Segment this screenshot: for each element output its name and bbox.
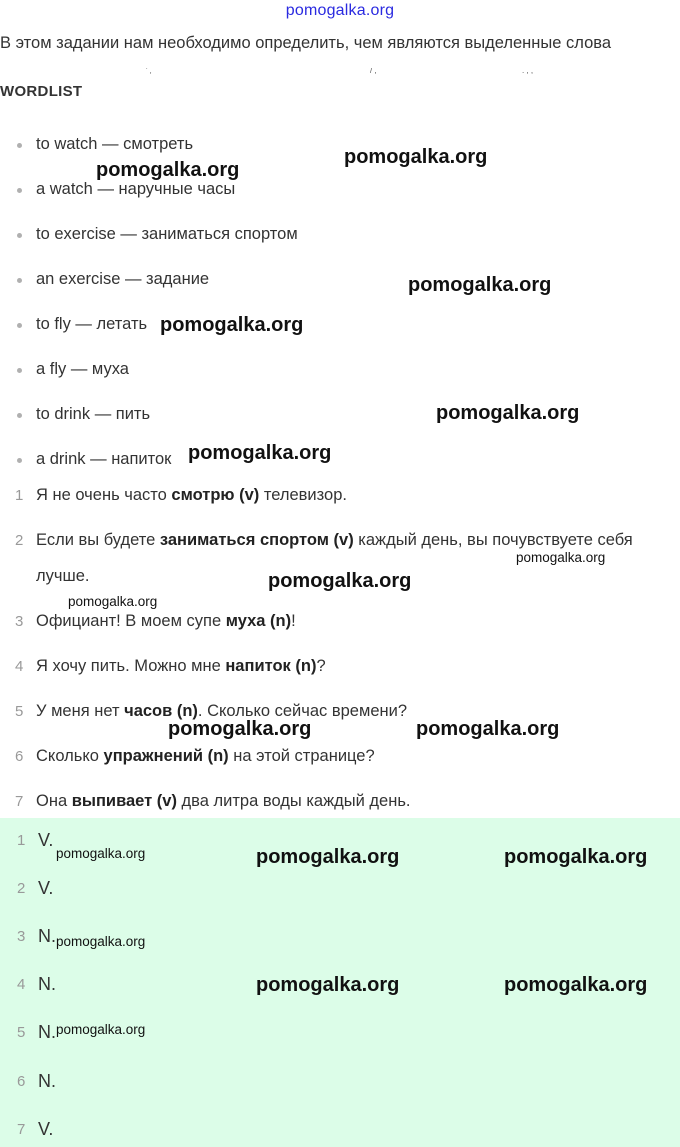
wordlist-entry: a drink — напиток [36, 450, 172, 468]
answer-value: V. [38, 830, 54, 850]
watermark: pomogalka.org [56, 1022, 146, 1037]
bullet-icon [17, 413, 22, 418]
watermark: pomogalka.org [188, 442, 332, 464]
answer-value: N. [38, 1022, 56, 1042]
watermark: pomogalka.org [516, 550, 606, 565]
answer-number: 7 [17, 1121, 26, 1138]
highlighted-word: напиток (n) [225, 657, 317, 675]
watermark: pomogalka.org [96, 159, 240, 181]
sentence-text: Официант! В моем супе [36, 612, 226, 630]
watermark: pomogalka.org [56, 934, 146, 949]
sentence-text: Сколько [36, 747, 104, 765]
answer-value: N. [38, 1071, 56, 1091]
wordlist-entry: to watch — смотреть [36, 135, 194, 153]
sentence-text: . Сколько сейчас времени? [197, 702, 408, 720]
sentence-number: 4 [15, 658, 24, 675]
wordlist-entry: an exercise — задание [36, 270, 210, 288]
answer-number: 1 [17, 832, 26, 849]
sentence-text: каждый день, вы почувствуете себя лучше. [36, 531, 633, 585]
watermark: pomogalka.org [56, 846, 146, 861]
bullet-icon [17, 323, 22, 328]
watermark: pomogalka.org [268, 570, 412, 592]
answer-value: N. [38, 974, 56, 994]
sentence-number: 7 [15, 793, 24, 810]
watermark: pomogalka.org [256, 974, 400, 996]
bullet-icon [17, 368, 22, 373]
sentence-text: Я не очень часто [36, 486, 172, 504]
watermark: pomogalka.org [416, 718, 560, 740]
watermark: pomogalka.org [504, 974, 648, 996]
watermark: pomogalka.org [68, 594, 158, 609]
answer-row [0, 1069, 200, 1099]
sentence-number: 2 [15, 532, 24, 549]
site-header[interactable]: pomogalka.org [285, 2, 395, 19]
bullet-icon [17, 143, 22, 148]
sentence-text: Если вы будете [36, 531, 160, 549]
watermark: pomogalka.org [160, 314, 304, 336]
list-item [0, 214, 600, 258]
watermark: pomogalka.org [436, 402, 580, 424]
intro-text: В этом задании нам необходимо определить, чем являются выделенные слова [0, 34, 611, 52]
answer-number: 6 [17, 1073, 26, 1090]
sentence-text: ! [291, 612, 296, 630]
highlighted-word: смотрю (v) [171, 486, 260, 504]
wordlist-entry: to drink — пить [36, 405, 151, 423]
wordlist-entry: to exercise — заниматься спортом [36, 225, 298, 243]
answer-value: V. [38, 878, 54, 898]
watermark: pomogalka.org [168, 718, 312, 740]
wordlist-entry: to fly — летать [36, 315, 148, 333]
sentence-text: ? [316, 657, 326, 675]
answer-number: 2 [17, 880, 26, 897]
sentence-text: У меня нет [36, 702, 125, 720]
watermark: pomogalka.org [344, 146, 488, 168]
watermark: pomogalka.org [256, 846, 400, 868]
list-item [0, 124, 600, 168]
sentence-text: телевизор. [259, 486, 347, 504]
sentence-number: 1 [15, 487, 24, 504]
wordlist-entry: a fly — муха [36, 360, 129, 378]
sentence-number: 6 [15, 748, 24, 765]
sentence-text: Я хочу пить. Можно мне [36, 657, 226, 675]
wordlist-entry: a watch — наручные часы [36, 180, 236, 198]
bullet-icon [17, 458, 22, 463]
highlighted-word: упражнений (n) [103, 747, 229, 765]
answer-number: 4 [17, 976, 26, 993]
answer-row [0, 876, 200, 906]
cut-off-text-line: ' ‚ / , . , , [146, 68, 534, 75]
answer-row [0, 972, 200, 1002]
answer-value: N. [38, 926, 56, 946]
bullet-icon [17, 233, 22, 238]
watermark: pomogalka.org [408, 274, 552, 296]
list-item [0, 349, 600, 393]
highlighted-word: муха (n) [225, 612, 292, 630]
list-item [0, 169, 600, 213]
wordlist-title: WORDLIST [0, 83, 83, 100]
answer-number: 3 [17, 928, 26, 945]
answer-value: V. [38, 1119, 54, 1139]
sentence-number: 5 [15, 703, 24, 720]
sentence-text: Она [36, 792, 72, 810]
highlighted-word: заниматься спортом (v) [159, 531, 354, 549]
watermark: pomogalka.org [504, 846, 648, 868]
highlighted-word: выпивает (v) [71, 792, 177, 810]
answer-row [0, 1117, 200, 1147]
answer-number: 5 [17, 1024, 26, 1041]
bullet-icon [17, 278, 22, 283]
sentence-text: два литра воды каждый день. [176, 792, 411, 810]
sentence-number: 3 [15, 613, 24, 630]
highlighted-word: часов (n) [124, 702, 198, 720]
sentence-text: на этой странице? [228, 747, 375, 765]
bullet-icon [17, 188, 22, 193]
